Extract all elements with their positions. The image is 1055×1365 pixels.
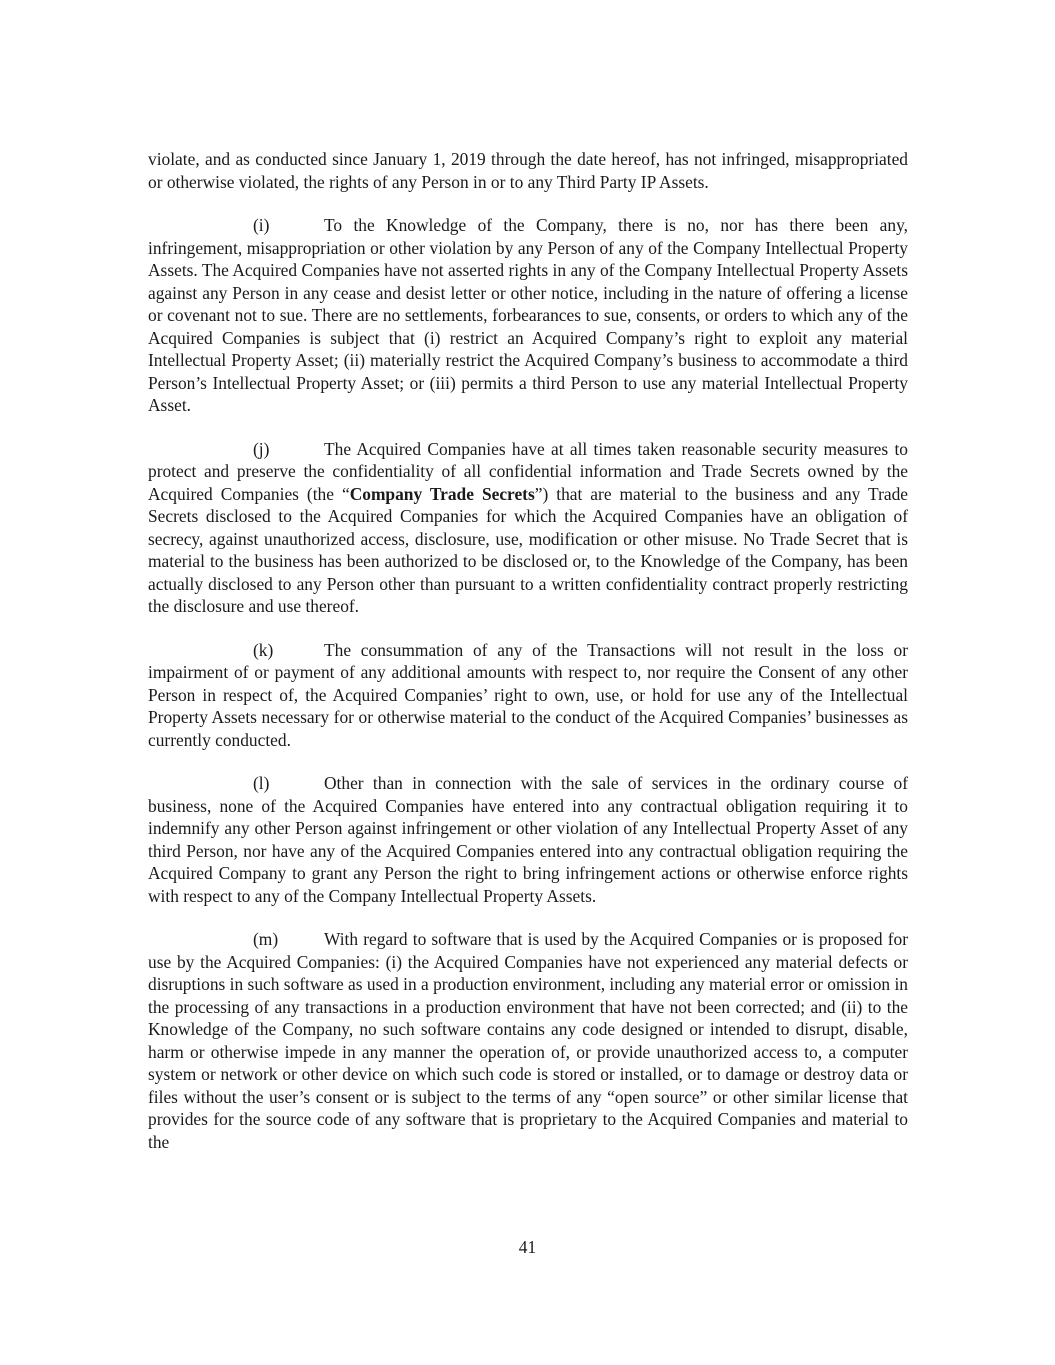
page-number: 41: [518, 1237, 537, 1257]
paragraph-marker: (l): [253, 773, 270, 793]
paragraph-text-before: The Acquired Companies have at all times taken reasonable security measures to protect and preserve the confidentiality of all confidential information and Trade Secrets owned by the Acquired Companies (the “: [148, 438, 908, 504]
paragraph-m: [148, 928, 908, 1153]
paragraph-marker: (i): [253, 215, 270, 235]
paragraph-text: To the Knowledge of the Company, there is no, nor has there been any, infringement, misappropriation or other violation by any Person of any of the Company Intellectual Property Assets. The Acquired Companies have not asserted rights in any of the Company Intellectual Property Assets against any Person in any cease and desist letter or other notice, including in the nature of offering a license or covenant not to sue. There are no settlements, forbearances to sue, consents, or orders to which any of the Acquired Companies is subject that (i) restrict an Acquired Company’s right to exploit any material Intellectual Property Asset; (ii) materially restrict the Acquired Company’s business to accommodate a third Person’s Intellectual Property Asset; or (iii) permits a third Person to use any material Intellectual Property Asset.: [148, 215, 908, 415]
paragraph-text: With regard to software that is used by the Acquired Companies or is proposed for use by the Acquired Companies: (i) the Acquired Companies have not experienced any material defects or disruptions in such software as used in a production environment, including any material error or omission in the processing of any transactions in a production environment that have not been corrected; and (ii) to the Knowledge of the Company, no such software contains any code designed or intended to disrupt, disable, harm or otherwise impede in any manner the operation of, or provide unauthorized access to, a computer system or network or other device on which such code is stored or installed, or to damage or destroy data or files without the user’s consent or is subject to the terms of any “open source” or other similar license that provides for the source code of any software that is proprietary to the Acquired Companies and material to the: [148, 929, 908, 1152]
continuation-paragraph: [148, 148, 908, 193]
paragraph-i: [148, 214, 908, 417]
paragraph-k: [148, 639, 908, 752]
defined-term: Company Trade Secrets: [349, 483, 535, 504]
paragraph-marker: (m): [253, 929, 279, 949]
paragraph-text: Other than in connection with the sale of services in the ordinary course of business, none of the Acquired Companies have entered into any contractual obligation requiring it to indemnify any other Person against infringement or other violation of any Intellectual Property Asset of any third Person, nor have any of the Acquired Companies entered into any contractual obligation requiring the Acquired Company to grant any Person the right to bring infringement actions or otherwise enforce rights with respect to any of the Company Intellectual Property Assets.: [148, 773, 908, 906]
paragraph-marker: (k): [253, 639, 274, 660]
paragraph-l: [148, 772, 908, 907]
paragraph-text: The consummation of any of the Transactions will not result in the loss or impairment of or payment of any additional amounts with respect to, nor require the Consent of any other Person in respect of, the Acquired Companies’ right to own, use, or hold for use any of the Intellectual Property Assets necessary for or otherwise material to the conduct of the Acquired Companies’ businesses as currently conducted.: [148, 639, 908, 750]
paragraph-marker: (j): [253, 438, 270, 459]
paragraph-text-after: ”) that are material to the business and any Trade Secrets disclosed to the Acquired Companies for which the Acquired Companies have an obligation of secrecy, against unauthorized access, disclosure, use, modification or other misuse. No Trade Secret that is material to the business has been authorized to be disclosed or, to the Knowledge of the Company, has been actually disclosed to any Person other than pursuant to a written confidentiality contract properly restricting the disclosure and use thereof.: [148, 483, 908, 616]
continuation-text: violate, and as conducted since January 1, 2019 through the date hereof, has not infringed, misappropriated or otherwise violated, the rights of any Person in or to any Third Party IP Assets.: [148, 149, 908, 192]
document-body: [148, 148, 908, 1174]
paragraph-j: [148, 438, 908, 618]
